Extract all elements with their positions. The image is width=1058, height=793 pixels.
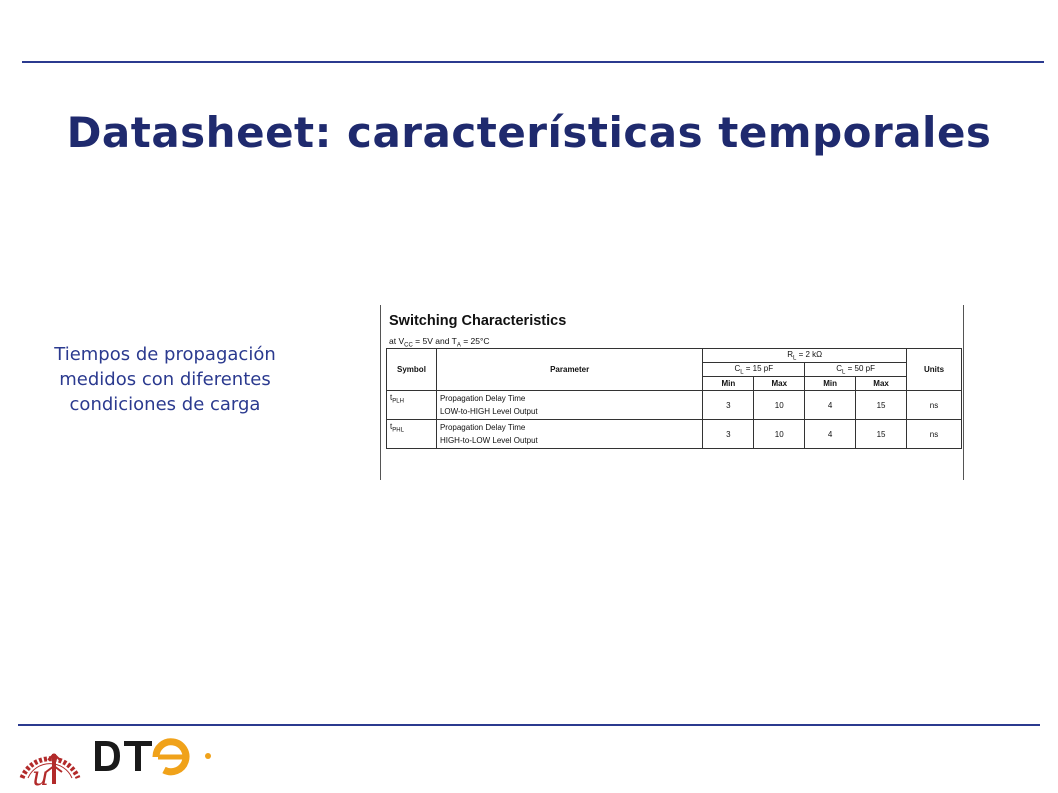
table-row [387,391,962,420]
row-min-2: 4 [805,391,856,420]
row-max-2: 15 [856,391,907,420]
cl2-prefix: C [836,363,843,373]
header-rl [703,349,907,363]
row-parameter [436,391,702,420]
header-min-2: Min [805,377,856,391]
row-min-2: 4 [805,420,856,449]
sym-main: t [390,422,393,431]
sheet-left-border [380,305,381,480]
cond-ta-sub: A [456,342,461,349]
row-parameter [436,420,702,449]
cl2-sub: L [842,369,846,376]
header-max-2: Max [856,377,907,391]
sym-sub: PLH [392,398,404,405]
datasheet-excerpt [380,305,965,480]
header-row-1 [387,349,962,363]
row-max-2: 15 [856,420,907,449]
top-rule [22,61,1044,63]
cond-vcc-sub: CC [404,342,413,349]
param-line-2: LOW-to-HIGH Level Output [439,407,538,416]
header-symbol: Symbol [387,349,437,391]
cl1-sub: L [740,369,744,376]
cond-suffix: = 25°C [460,336,490,346]
test-conditions [389,336,490,349]
row-symbol [387,391,437,420]
side-note-line-1: Tiempos de propagación [54,344,276,365]
header-units: Units [907,349,962,391]
side-note-line-2: medidos con diferentes [59,369,271,390]
param-line-1: Propagation Delay Time [439,423,526,432]
universidad-de-sevilla-seal-icon [10,728,90,788]
rl-value: = 2 kΩ [796,349,823,359]
sym-sub: PHL [392,427,404,434]
datasheet-title: Switching Characteristics [389,313,567,329]
header-cl-15 [703,363,805,377]
switching-table [386,348,962,449]
param-line-2: HIGH-to-LOW Level Output [439,436,538,445]
bottom-rule [18,724,1040,726]
header-cl-50 [805,363,907,377]
row-max-1: 10 [754,391,805,420]
rl-sub: L [793,355,797,362]
cond-mid: = 5V and T [412,336,457,346]
sym-main: t [390,393,393,402]
dte-logo-icon [92,733,222,783]
header-parameter: Parameter [436,349,702,391]
row-min-1: 3 [703,420,754,449]
header-min-1: Min [703,377,754,391]
cl1-value: = 15 pF [743,363,774,373]
row-max-1: 10 [754,420,805,449]
cl2-value: = 50 pF [845,363,875,373]
side-note [20,342,310,417]
row-units: ns [907,391,962,420]
sheet-right-border [963,305,964,480]
param-line-1: Propagation Delay Time [439,394,526,403]
page-title: Datasheet: características temporales [66,108,992,157]
rl-label: R [787,349,794,359]
row-units: ns [907,420,962,449]
svg-text:u: u [32,762,49,788]
header-max-1: Max [754,377,805,391]
table-row [387,420,962,449]
cl1-prefix: C [734,363,741,373]
side-note-line-3: condiciones de carga [69,394,261,415]
row-min-1: 3 [703,391,754,420]
row-symbol [387,420,437,449]
cond-prefix: at V [389,336,405,346]
